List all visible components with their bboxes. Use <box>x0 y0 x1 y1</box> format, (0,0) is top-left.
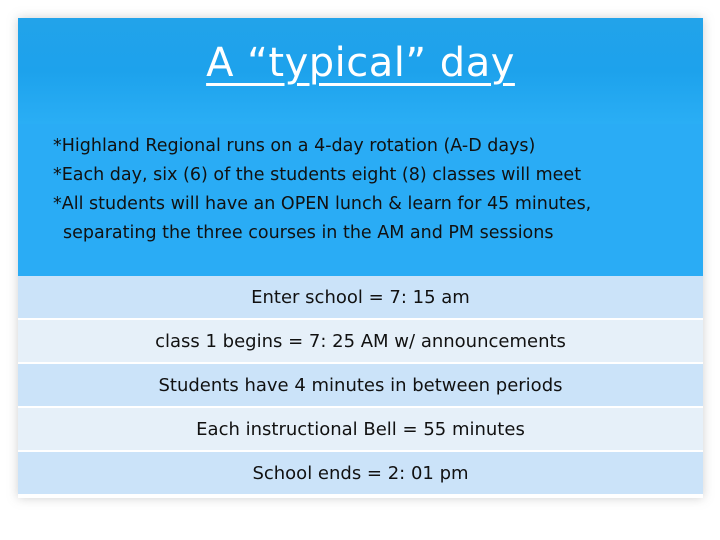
title-banner <box>18 18 703 124</box>
bullet-lunch: *All students will have an OPEN lunch & learn for 45 minutes, <box>53 194 592 214</box>
schedule-table <box>18 276 703 496</box>
bullet-classes: *Each day, six (6) of the students eight (8) classes will meet <box>53 165 582 185</box>
bullet-panel <box>18 124 703 276</box>
table-row: Enter school = 7: 15 am <box>18 276 703 320</box>
bullet-lunch-continued: separating the three courses in the AM and PM sessions <box>63 223 554 243</box>
content-card <box>18 18 703 498</box>
table-row: School ends = 2: 01 pm <box>18 452 703 496</box>
table-row: Each instructional Bell = 55 minutes <box>18 408 703 452</box>
bullet-rotation: *Highland Regional runs on a 4-day rotation (A-D days) <box>53 136 536 156</box>
table-row: Students have 4 minutes in between periods <box>18 364 703 408</box>
slide-title: A “typical” day <box>206 40 515 86</box>
bullet-list <box>53 132 693 248</box>
table-row: class 1 begins = 7: 25 AM w/ announcements <box>18 320 703 364</box>
